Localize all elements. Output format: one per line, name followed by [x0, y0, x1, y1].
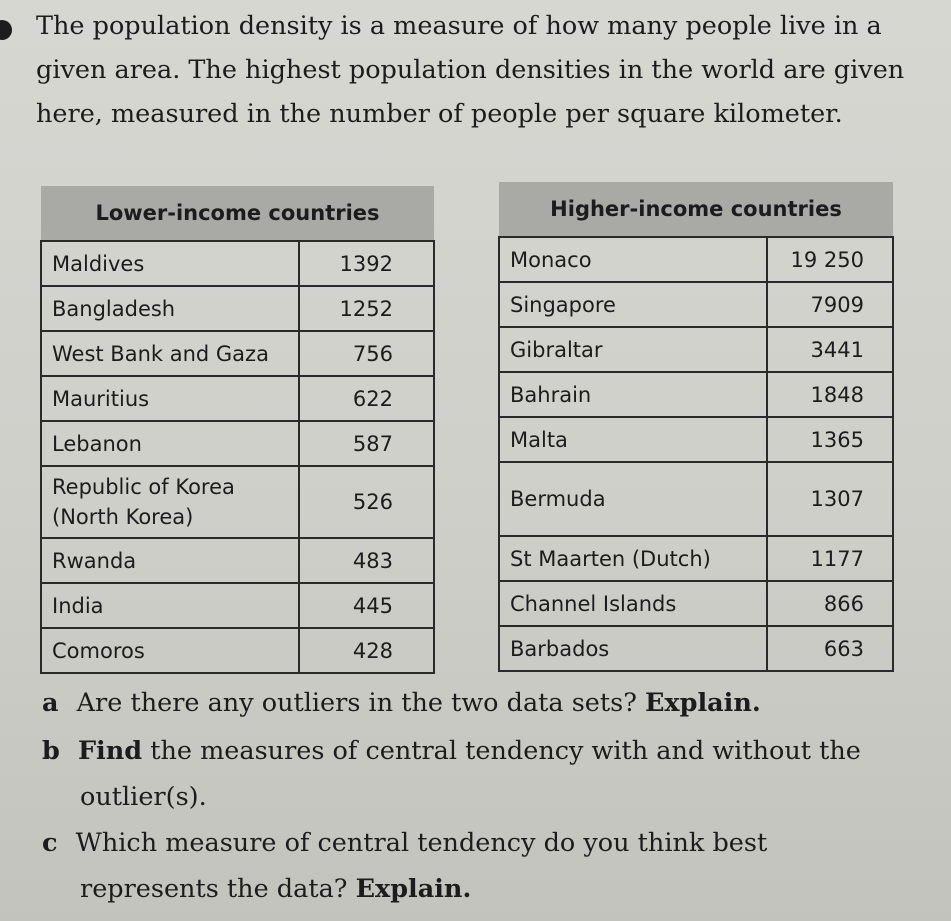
country-cell: Barbados [499, 626, 767, 671]
country-cell: Comoros [41, 628, 299, 673]
bullet-marker [0, 20, 12, 40]
density-cell: 483 [299, 538, 434, 583]
table-row [499, 282, 893, 327]
question-text: the measures of central tendency with and without the [150, 736, 861, 766]
country-cell: Channel Islands [499, 581, 767, 626]
density-cell: 19 250 [767, 237, 893, 282]
table-row [41, 583, 434, 628]
table-row [499, 462, 893, 536]
country-cell: Malta [499, 417, 767, 462]
country-cell: Bahrain [499, 372, 767, 417]
country-cell: Gibraltar [499, 327, 767, 372]
country-line: Republic of Korea [52, 475, 235, 499]
question-text: represents the data? [80, 874, 348, 904]
country-cell: Rwanda [41, 538, 299, 583]
density-cell: 7909 [767, 282, 893, 327]
density-cell: 1392 [299, 241, 434, 286]
table-row [41, 538, 434, 583]
country-cell: Bermuda [499, 462, 767, 536]
density-cell: 428 [299, 628, 434, 673]
density-cell: 1365 [767, 417, 893, 462]
higher-income-table [498, 182, 894, 672]
table-row [499, 372, 893, 417]
density-cell: 1252 [299, 286, 434, 331]
density-cell: 663 [767, 626, 893, 671]
question-text-continued: outlier(s). [80, 782, 207, 812]
table-row [41, 628, 434, 673]
question-a [42, 680, 922, 726]
question-letter: a [42, 688, 59, 718]
question-c [42, 820, 922, 912]
table-title: Higher-income countries [499, 182, 893, 237]
table-row [41, 421, 434, 466]
table-row [499, 581, 893, 626]
country-cell: Monaco [499, 237, 767, 282]
table-row [499, 536, 893, 581]
country-cell: Bangladesh [41, 286, 299, 331]
country-cell: Lebanon [41, 421, 299, 466]
density-cell: 756 [299, 331, 434, 376]
table-row [41, 286, 434, 331]
question-emphasis: Explain. [355, 874, 472, 904]
table-row [41, 241, 434, 286]
question-letter: b [42, 736, 60, 766]
intro-paragraph: The population density is a measure of how many people live in a given area. The highest population densities in the world are given here, measured in the number of people per square kilometer. [36, 11, 905, 129]
table-row [499, 417, 893, 462]
density-cell: 3441 [767, 327, 893, 372]
density-cell: 445 [299, 583, 434, 628]
density-cell: 587 [299, 421, 434, 466]
country-cell: St Maarten (Dutch) [499, 536, 767, 581]
question-text: Which measure of central tendency do you think best [75, 828, 768, 858]
question-emphasis: Find [77, 736, 143, 766]
question-text-continued [42, 866, 922, 912]
table-row [41, 376, 434, 421]
density-cell: 1848 [767, 372, 893, 417]
density-cell: 1177 [767, 536, 893, 581]
country-line: (North Korea) [52, 505, 194, 529]
density-cell: 1307 [767, 462, 893, 536]
question-letter: c [42, 828, 58, 858]
country-cell: Mauritius [41, 376, 299, 421]
table-row [499, 237, 893, 282]
question-emphasis: Explain. [645, 688, 761, 718]
country-cell: West Bank and Gaza [41, 331, 299, 376]
density-cell: 866 [767, 581, 893, 626]
table-row [499, 626, 893, 671]
lower-income-table [40, 186, 435, 674]
density-cell: 526 [299, 466, 434, 538]
question-text: Are there any outliers in the two data sets? [76, 688, 637, 718]
country-cell: India [41, 583, 299, 628]
table-row [41, 331, 434, 376]
country-cell [41, 466, 299, 538]
country-cell: Maldives [41, 241, 299, 286]
table-row [499, 327, 893, 372]
table-row [41, 466, 434, 538]
density-cell: 622 [299, 376, 434, 421]
table-title: Lower-income countries [41, 186, 434, 241]
question-b [42, 728, 922, 820]
country-cell: Singapore [499, 282, 767, 327]
